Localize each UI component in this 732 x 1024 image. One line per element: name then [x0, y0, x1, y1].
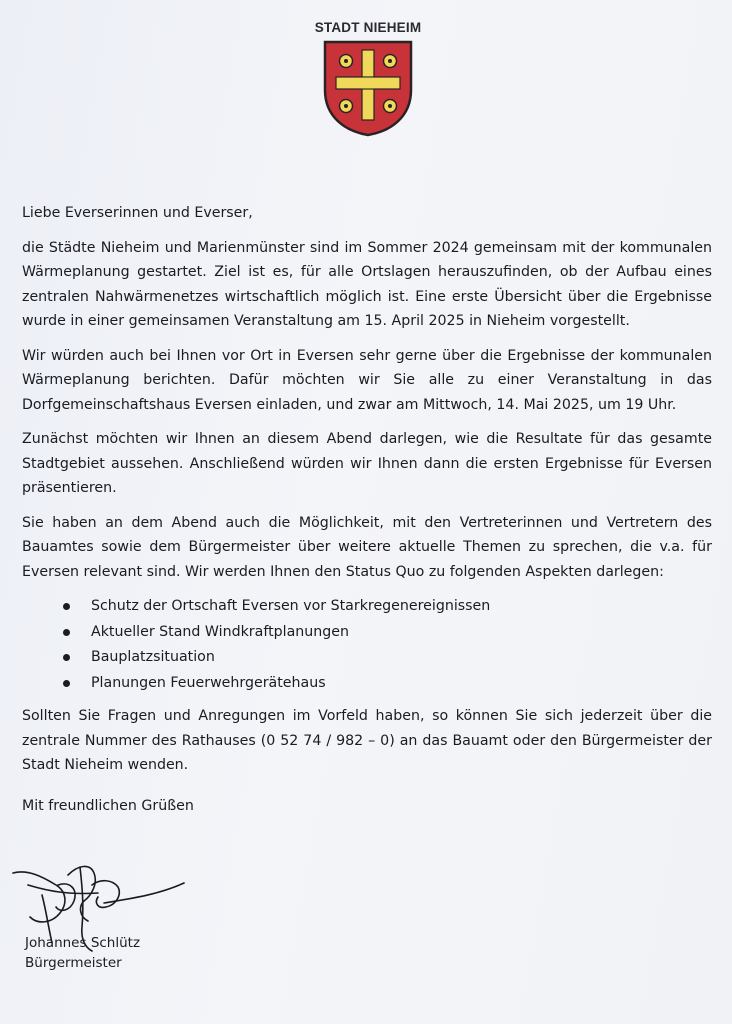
city-name: STADT NIEHEIM — [314, 20, 422, 35]
letterhead — [300, 20, 436, 138]
topic-text: Planungen Feuerwehrgerätehaus — [91, 674, 326, 691]
signer-title: Bürgermeister — [25, 955, 122, 971]
paragraph-intro: die Städte Nieheim und Marienmünster sind im Sommer 2024 gemeinsam mit der kommunalen Wärmeplanung gestartet. Ziel ist es, für alle Ortslagen herauszufinden, ob der Aufbau eines zentralen Nahwärmenetzes wirtschaftlich möglich ist. Eine erste Übersicht über die Ergebnisse wurde in einer gemeinsamen Veranstaltung am 15. April 2025 in Nieheim vorgestellt. — [22, 239, 712, 329]
coat-of-arms-icon — [322, 38, 414, 138]
paragraph-invitation: Wir würden auch bei Ihnen vor Ort in Eversen sehr gerne über die Ergebnisse der kommunalen Wärmeplanung berichten. Dafür möchten wir Sie alle zu einer Veranstaltung in das Dorfgemeinschaftshaus Eversen einladen, und zwar am Mittwoch, 14. Mai 2025, um 19 Uhr. — [22, 347, 712, 413]
list-item — [22, 671, 712, 697]
topic-text: Bauplatzsituation — [91, 649, 215, 665]
topic-text: Aktueller Stand Windkraftplanungen — [91, 623, 349, 640]
bullet-icon — [63, 680, 70, 687]
paragraph-contact: Sollten Sie Fragen und Anregungen im Vorfeld haben, so können Sie sich jederzeit über die zentrale Nummer des Rathauses (0 52 74 / 982 – 0) an das Bauamt oder den Bürgermeister der Stadt Nieheim wenden. — [22, 708, 712, 773]
list-item — [22, 620, 712, 646]
paragraph-agenda: Zunächst möchten wir Ihnen an diesem Abend darlegen, wie die Resultate für das gesamte Stadtgebiet aussehen. Anschließend würden wir Ihnen dann die ersten Ergebnisse für Eversen präsentieren. — [22, 431, 712, 496]
list-item — [22, 594, 712, 620]
paragraph-topics: Sie haben an dem Abend auch die Möglichkeit, mit den Vertreterinnen und Vertretern des Bauamtes sowie dem Bürgermeister über weitere aktuelle Themen zu sprechen, die v.a. für Eversen relevant sind. Wir werden Ihnen den Status Quo zu folgenden Aspekten darlegen: — [22, 514, 712, 580]
bullet-icon — [63, 629, 70, 636]
salutation: Liebe Everserinnen und Everser, — [22, 205, 253, 221]
signer-name: Johannes Schlütz — [25, 935, 141, 951]
signer-block — [25, 933, 140, 973]
list-item — [22, 645, 712, 671]
letter-body — [22, 201, 712, 818]
topic-text: Schutz der Ortschaft Eversen vor Starkregenereignissen — [91, 598, 491, 614]
closing-phrase: Mit freundlichen Grüßen — [22, 797, 194, 814]
bullet-icon — [63, 654, 70, 661]
topic-list — [22, 594, 712, 696]
bullet-icon — [63, 603, 70, 610]
